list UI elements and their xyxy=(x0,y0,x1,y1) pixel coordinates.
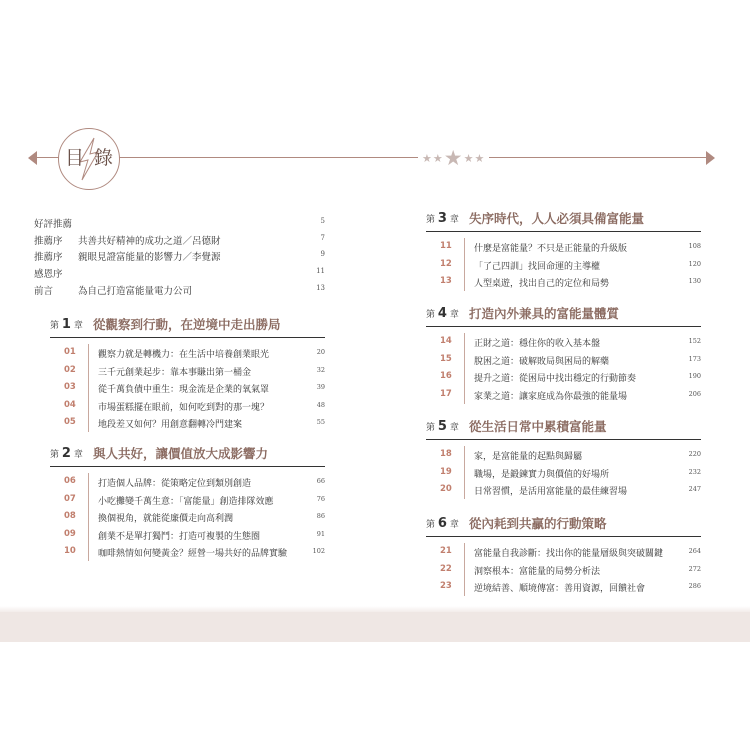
preface-row xyxy=(34,283,334,300)
chapter-items xyxy=(426,335,701,405)
chapter-6 xyxy=(426,511,701,598)
page-number: 11 xyxy=(316,267,325,276)
entry-number: 06 xyxy=(64,476,76,486)
chapter-title: 從觀察到行動，在逆境中走出勝局 xyxy=(93,317,281,332)
entry-number: 23 xyxy=(440,581,452,592)
entry-title: 日常習慣，是活用富能量的最佳練習場 xyxy=(474,487,628,498)
page-number: 32 xyxy=(316,365,325,374)
page-number: 20 xyxy=(316,348,325,356)
entry-title: 提升之道：從困局中找出穩定的行動節奏 xyxy=(474,374,637,385)
chapter-title: 與人共好，讓價值放大成影響力 xyxy=(93,446,269,461)
page-number: 120 xyxy=(688,259,701,268)
page-number: 173 xyxy=(688,354,701,363)
page-number: 286 xyxy=(688,582,701,591)
chapter-rule xyxy=(50,466,325,467)
chapter-heading xyxy=(426,511,701,533)
preface-label: 前言 xyxy=(34,285,54,297)
entry-title: 市場蛋糕擺在眼前，如何吃到對的那一塊？ xyxy=(98,402,270,413)
preface-row xyxy=(34,249,334,266)
chapter-prefix: 第 xyxy=(50,321,60,331)
page-number: 86 xyxy=(316,512,325,521)
toc-entry xyxy=(50,364,325,382)
entry-number: 09 xyxy=(64,528,76,539)
chapter-items xyxy=(426,448,701,501)
toc-entry xyxy=(50,346,325,364)
entry-title: 咖啡熱情如何變黃金？經營一場共好的品牌實驗 xyxy=(98,549,288,560)
page-number: 66 xyxy=(316,477,325,485)
entry-number: 17 xyxy=(440,388,452,399)
page-number: 130 xyxy=(688,277,701,286)
toc-entry xyxy=(50,510,325,528)
entry-number: 01 xyxy=(64,347,76,357)
chapter-suffix: 章 xyxy=(73,321,83,331)
entry-number: 13 xyxy=(440,276,452,287)
entry-divider xyxy=(464,368,465,386)
chapter-suffix: 章 xyxy=(449,423,459,433)
chapter-label xyxy=(50,446,83,461)
arrow-left-ornament xyxy=(28,151,37,165)
entry-divider xyxy=(464,273,465,291)
entry-divider xyxy=(88,473,89,491)
entry-number: 10 xyxy=(64,546,76,557)
chapter-heading xyxy=(426,414,701,436)
entry-number: 03 xyxy=(64,382,76,393)
page-number: 9 xyxy=(320,250,325,259)
chapter-title: 從生活日常中累積富能量 xyxy=(469,419,607,434)
chapter-suffix: 章 xyxy=(449,215,459,225)
entry-title: 家，是富能量的起點與歸屬 xyxy=(474,452,583,462)
entry-number: 08 xyxy=(64,511,76,522)
chapter-1 xyxy=(50,312,325,434)
chapter-5 xyxy=(426,414,701,501)
chapter-title: 打造內外兼具的富能量體質 xyxy=(469,306,620,321)
entry-divider xyxy=(464,256,465,274)
chapter-label xyxy=(426,306,459,321)
chapter-items xyxy=(50,346,325,434)
chapter-heading xyxy=(50,312,325,334)
chapter-prefix: 第 xyxy=(50,450,60,460)
chapter-4 xyxy=(426,301,701,405)
chapter-heading xyxy=(426,301,701,323)
page-number: 220 xyxy=(688,450,701,458)
preface-label: 感恩序 xyxy=(34,269,63,281)
entry-title: 地段差又如何？用創意翻轉冷門建案 xyxy=(98,420,243,431)
stars-ornament: ★★★★★ xyxy=(418,146,489,170)
entry-title: 洞察根本：富能量的局勢分析法 xyxy=(474,566,601,577)
page-number: 206 xyxy=(688,389,701,398)
page-number: 39 xyxy=(316,383,325,392)
toc-entry xyxy=(50,416,325,434)
page-number: 5 xyxy=(320,217,325,225)
entry-divider xyxy=(88,344,89,362)
chapter-items xyxy=(426,545,701,598)
entry-divider xyxy=(88,491,89,509)
entry-divider xyxy=(464,464,465,482)
entry-number: 15 xyxy=(440,353,452,364)
entry-divider xyxy=(88,379,89,397)
chapter-title: 從內耗到共贏的行動策略 xyxy=(469,516,607,531)
entry-title: 富能量自我診斷：找出你的能量層級與突破關鍵 xyxy=(474,549,664,559)
page-number: 190 xyxy=(688,372,701,381)
bottom-band xyxy=(0,612,750,642)
toc-entry xyxy=(426,483,701,501)
entry-divider xyxy=(88,362,89,380)
page-number: 264 xyxy=(688,547,701,555)
toc-entry xyxy=(426,258,701,276)
entry-title: 「了己四訓」找回命運的主導權 xyxy=(474,261,601,272)
toc-entry xyxy=(426,388,701,406)
toc-title-second-char: 錄 xyxy=(94,147,114,169)
toc-entry xyxy=(426,353,701,371)
chapter-label xyxy=(426,419,459,434)
toc-title-first-char: 目 xyxy=(65,147,85,169)
preface-label: 推薦序 xyxy=(34,252,63,264)
chapter-number: 1 xyxy=(61,317,71,332)
entry-divider xyxy=(88,526,89,544)
entry-divider xyxy=(464,386,465,404)
entry-title: 三千元創業起步：靠本事賺出第一桶金 xyxy=(98,367,252,378)
chapter-items xyxy=(50,475,325,563)
chapter-number: 4 xyxy=(437,306,447,321)
entry-title: 人型桌遊，找出自己的定位和局勢 xyxy=(474,279,610,290)
chapter-heading xyxy=(50,441,325,463)
chapter-label xyxy=(426,211,459,226)
entry-number: 05 xyxy=(64,417,76,428)
chapter-prefix: 第 xyxy=(426,423,436,433)
chapter-number: 2 xyxy=(61,446,71,461)
entry-title: 創業不是單打獨鬥：打造可複製的生態圈 xyxy=(98,531,261,542)
chapter-title: 失序時代，人人必須具備富能量 xyxy=(469,211,645,226)
chapter-2 xyxy=(50,441,325,563)
entry-title: 什麼是富能量？不只是正能量的升級版 xyxy=(474,244,628,254)
preface-label: 推薦序 xyxy=(34,235,63,247)
chapter-rule xyxy=(426,231,701,232)
entry-title: 脫困之道：破解敗局與困局的解藥 xyxy=(474,356,610,367)
preface-label: 好評推薦 xyxy=(34,219,73,230)
entry-title: 正財之道：穩住你的收入基本盤 xyxy=(474,339,601,349)
entry-number: 18 xyxy=(440,449,452,459)
entry-divider xyxy=(464,351,465,369)
toc-entry xyxy=(50,493,325,511)
entry-title: 小吃攤變千萬生意：「富能量」創造排隊效應 xyxy=(98,496,274,507)
toc-entry xyxy=(426,580,701,598)
entry-divider xyxy=(464,543,465,561)
entry-number: 14 xyxy=(440,336,452,346)
page-number: 108 xyxy=(688,242,701,250)
page-number: 272 xyxy=(688,564,701,573)
entry-number: 11 xyxy=(440,241,452,251)
toc-entry xyxy=(426,466,701,484)
page-number: 48 xyxy=(316,400,325,409)
chapter-items xyxy=(426,240,701,293)
entry-number: 02 xyxy=(64,364,76,375)
chapter-label xyxy=(50,317,83,332)
entry-title: 從千萬負債中重生：現金流是企業的氧氣罩 xyxy=(98,385,270,396)
entry-divider xyxy=(464,561,465,579)
arrow-right-ornament xyxy=(706,151,715,165)
toc-entry xyxy=(426,275,701,293)
entry-number: 21 xyxy=(440,546,452,556)
entry-title: 觀察力就是轉機力：在生活中培養創業眼光 xyxy=(98,350,270,360)
page-number: 102 xyxy=(312,547,325,556)
chapter-3 xyxy=(426,206,701,293)
entry-number: 19 xyxy=(440,466,452,477)
toc-entry xyxy=(426,545,701,563)
toc-entry xyxy=(426,335,701,353)
entry-divider xyxy=(88,543,89,561)
entry-divider xyxy=(464,578,465,596)
chapter-heading xyxy=(426,206,701,228)
entry-divider xyxy=(464,481,465,499)
page-number: 152 xyxy=(688,337,701,345)
entry-divider xyxy=(464,238,465,256)
toc-entry xyxy=(50,528,325,546)
preface-title: 為自己打造富能量電力公司 xyxy=(78,285,193,297)
entry-title: 職場，是鍛鍊實力與價值的好場所 xyxy=(474,469,610,480)
toc-entry xyxy=(426,448,701,466)
toc-entry xyxy=(50,399,325,417)
chapter-prefix: 第 xyxy=(426,310,436,320)
chapter-rule xyxy=(426,439,701,440)
preface-row xyxy=(34,233,334,250)
entry-divider xyxy=(464,333,465,351)
page-number: 247 xyxy=(688,485,701,494)
entry-divider xyxy=(88,414,89,432)
preface-row xyxy=(34,266,334,283)
entry-title: 打造個人品牌：從策略定位到類別創造 xyxy=(98,479,252,489)
toc-entry xyxy=(426,370,701,388)
entry-number: 22 xyxy=(440,563,452,574)
chapter-suffix: 章 xyxy=(449,310,459,320)
entry-divider xyxy=(88,508,89,526)
preface-row xyxy=(34,216,334,233)
entry-number: 07 xyxy=(64,493,76,504)
entry-title: 逆境結善、順境傳富：善用資源，回饋社會 xyxy=(474,584,646,595)
chapter-number: 5 xyxy=(437,419,447,434)
entry-number: 16 xyxy=(440,371,452,382)
entry-title: 家業之道：讓家庭成為你最強的能量場 xyxy=(474,391,628,402)
toc-entry xyxy=(50,381,325,399)
chapter-number: 3 xyxy=(437,211,447,226)
entry-number: 12 xyxy=(440,258,452,269)
toc-entry xyxy=(426,563,701,581)
header-rule xyxy=(35,157,710,158)
preface-title: 共善共好精神的成功之道／呂德財 xyxy=(78,235,221,247)
chapter-label xyxy=(426,516,459,531)
entry-divider xyxy=(464,446,465,464)
chapter-suffix: 章 xyxy=(449,520,459,530)
chapter-rule xyxy=(426,326,701,327)
page-number: 7 xyxy=(320,233,325,242)
page-number: 91 xyxy=(316,529,325,538)
entry-number: 20 xyxy=(440,484,452,495)
page-number: 76 xyxy=(316,494,325,503)
page-number: 13 xyxy=(316,283,325,292)
chapter-suffix: 章 xyxy=(73,450,83,460)
chapter-prefix: 第 xyxy=(426,215,436,225)
chapter-rule xyxy=(50,337,325,338)
toc-entry xyxy=(50,545,325,563)
page-number: 55 xyxy=(316,418,325,427)
preface-title: 親眼見證富能量的影響力／李覺源 xyxy=(78,252,221,264)
chapter-rule xyxy=(426,536,701,537)
toc-entry xyxy=(426,240,701,258)
toc-entry xyxy=(50,475,325,493)
entry-number: 04 xyxy=(64,399,76,410)
page-number: 232 xyxy=(688,467,701,476)
preface-list xyxy=(34,216,334,299)
chapter-prefix: 第 xyxy=(426,520,436,530)
entry-divider xyxy=(88,397,89,415)
entry-title: 換個視角，就能從廉價走向高利潤 xyxy=(98,514,234,525)
chapter-number: 6 xyxy=(437,516,447,531)
